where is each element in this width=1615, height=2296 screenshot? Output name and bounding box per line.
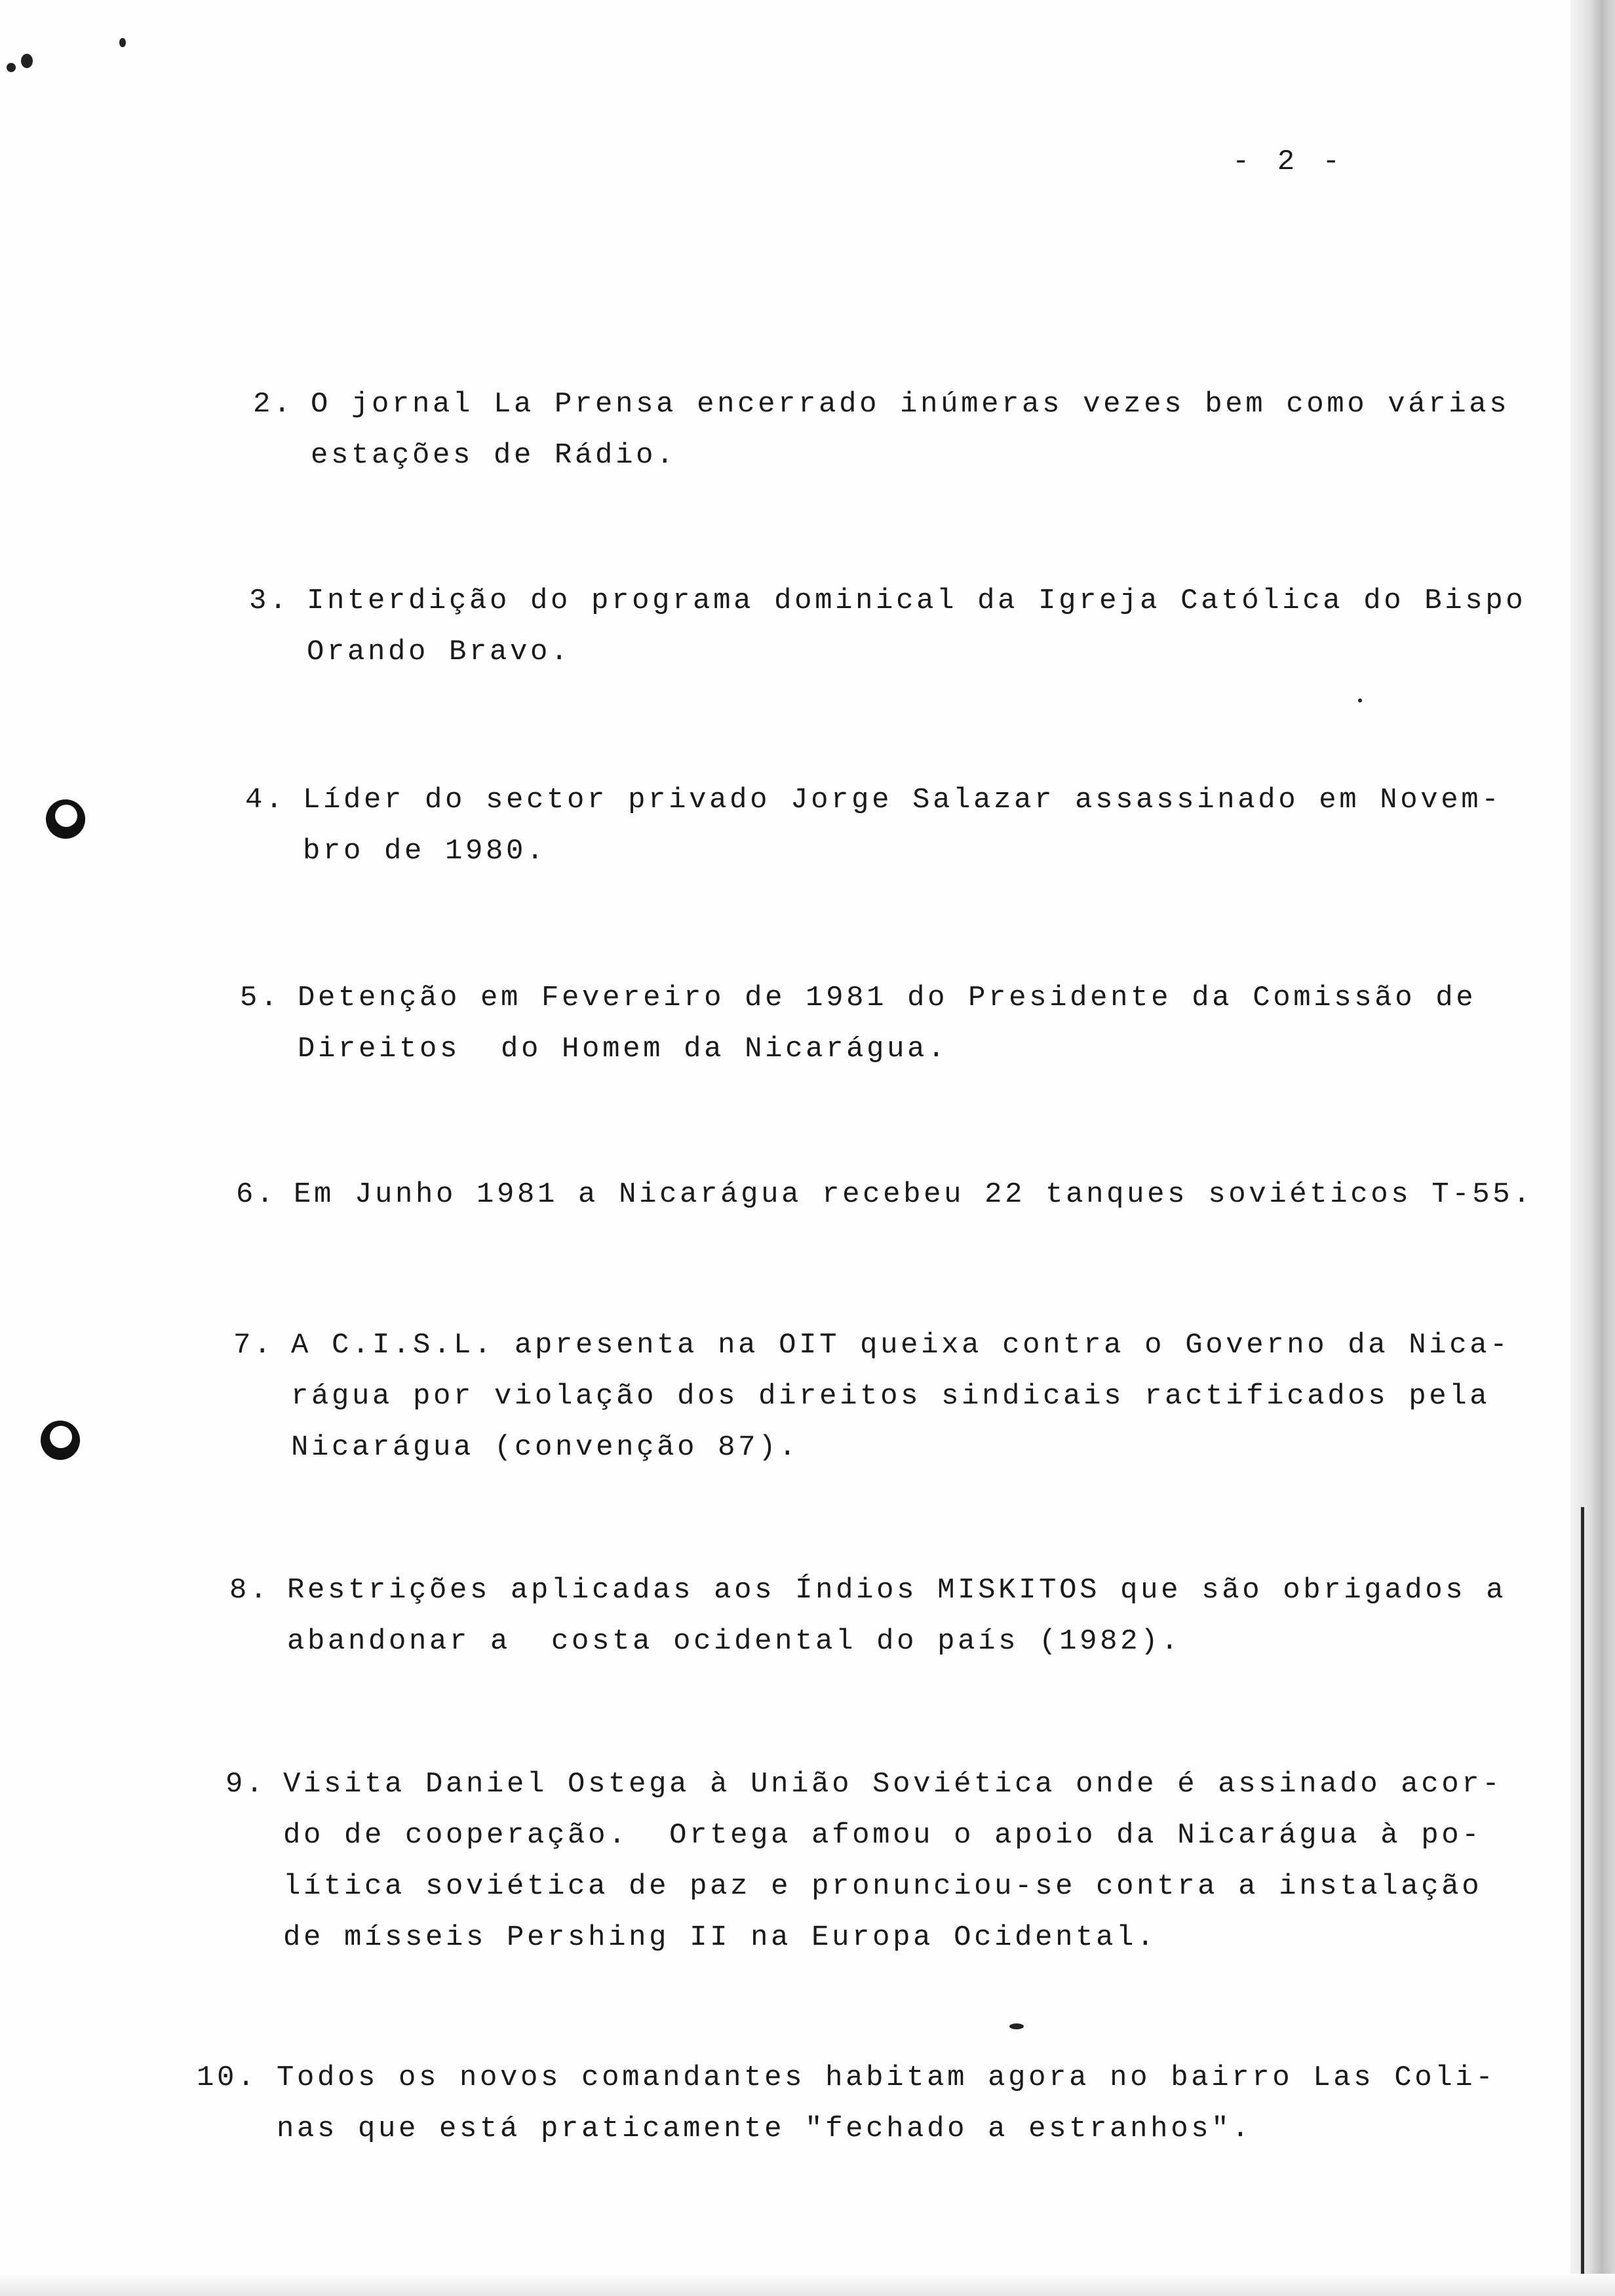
scan-speck: [1358, 698, 1362, 702]
list-item: [225, 1759, 1502, 1963]
item-number: 3.: [249, 584, 290, 617]
item-number: 6.: [236, 1178, 277, 1211]
item-text-line: Visita Daniel Ostega à União Soviética onde é assinado acor-: [283, 1768, 1503, 1801]
item-text-line: rágua por violação dos direitos sindicais ractificados pela: [291, 1380, 1490, 1413]
list-item: [233, 1320, 1510, 1473]
list-item: [229, 1565, 1506, 1667]
item-text-line: do de cooperação. Ortega afomou o apoio da Nicarágua à po-: [283, 1819, 1483, 1852]
punch-hole-upper: [46, 799, 85, 839]
item-number: 2.: [253, 388, 294, 421]
item-text-line: Em Junho 1981 a Nicarágua recebeu 22 tanques soviéticos T-55.: [294, 1178, 1534, 1211]
scan-edge-right: [1570, 0, 1615, 2296]
item-text-line: Direitos do Homem da Nicarágua.: [298, 1033, 948, 1065]
punch-hole-lower: [41, 1421, 80, 1460]
item-number: 4.: [245, 784, 286, 816]
list-item: [236, 1169, 1533, 1220]
list-item: [249, 575, 1526, 678]
item-text-line: abandonar a costa ocidental do país (1982).: [287, 1625, 1182, 1658]
list-item: [240, 972, 1476, 1075]
item-text-line: Interdição do programa dominical da Igreja Católica do Bispo: [307, 584, 1527, 617]
item-number: 5.: [240, 982, 281, 1014]
item-text-line: Nicarágua (convenção 87).: [291, 1431, 800, 1464]
item-text-line: A C.I.S.L. apresenta na OIT queixa contra o Governo da Nica-: [291, 1329, 1511, 1362]
page-number: - 2 -: [1232, 145, 1346, 178]
scan-speck: [21, 54, 33, 68]
item-text-line: estações de Rádio.: [311, 439, 677, 472]
list-item: [253, 379, 1509, 481]
item-text-line: Líder do sector privado Jorge Salazar assassinado em Novem-: [303, 784, 1502, 816]
scan-edge-line: [1581, 1507, 1584, 2274]
scan-speck: [7, 63, 16, 72]
item-number: 7.: [233, 1329, 275, 1362]
item-text-line: O jornal La Prensa encerrado inúmeras vezes bem como várias: [311, 388, 1510, 421]
item-number: 10.: [197, 2061, 258, 2094]
item-number: 8.: [229, 1574, 271, 1607]
item-text-line: lítica soviética de paz e pronunciou-se contra a instalação: [283, 1870, 1483, 1903]
item-text-line: Restrições aplicadas aos Índios MISKITOS que são obrigados a: [287, 1574, 1507, 1607]
scan-speck: [119, 38, 126, 47]
item-number: 9.: [225, 1768, 267, 1801]
item-text-line: Detenção em Fevereiro de 1981 do Presidente da Comissão de: [298, 982, 1477, 1014]
list-item: [245, 775, 1502, 877]
scan-edge-bottom: [0, 2274, 1615, 2296]
item-text-line: Orando Bravo.: [307, 636, 572, 668]
scan-speck: [1009, 2023, 1024, 2029]
list-item: [197, 2052, 1496, 2154]
item-text-line: nas que está praticamente "fechado a estranhos".: [277, 2113, 1253, 2145]
item-text-line: de mísseis Pershing II na Europa Ocidental.: [283, 1921, 1158, 1954]
item-text-line: bro de 1980.: [303, 835, 547, 868]
item-text-line: Todos os novos comandantes habitam agora no bairro Las Coli-: [277, 2061, 1496, 2094]
